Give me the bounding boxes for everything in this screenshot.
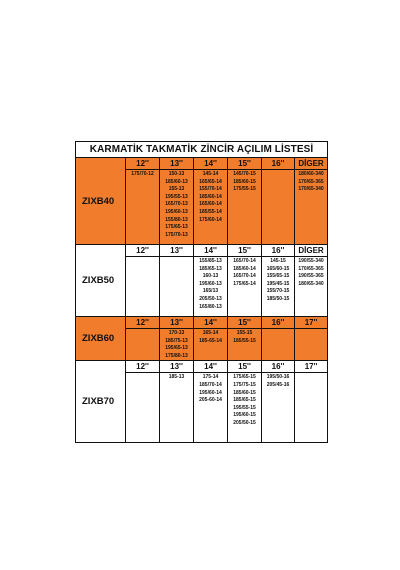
tire-size: 165/80-13 [199, 303, 222, 310]
size-cell [295, 329, 328, 361]
size-cell [160, 170, 194, 245]
tire-size: 175/75-15 [233, 381, 256, 388]
tire-size: 145-14 [202, 171, 219, 177]
tire-size: 165-14 [202, 330, 219, 336]
tire-size: 175/65-13 [165, 224, 188, 231]
size-header: 12'' [126, 245, 160, 257]
tire-size: 170/65-365 [298, 178, 324, 185]
tire-size: 155/65-15 [266, 273, 290, 280]
size-cell [295, 257, 328, 317]
tire-size: 150-13 [168, 171, 185, 177]
tire-size: 185/50-15 [266, 295, 290, 302]
tire-size: 185/55-15 [233, 337, 256, 344]
tire-size: 195/50-16 [266, 374, 290, 381]
size-header: 15'' [228, 317, 262, 329]
size-cell [126, 257, 160, 317]
tire-size: 185/55-14 [199, 208, 222, 215]
section-header-row [76, 158, 328, 170]
size-header: 17'' [295, 361, 328, 373]
tire-size: 195/60-13 [199, 280, 222, 287]
size-cell [126, 170, 160, 245]
section-header-row [76, 245, 328, 257]
size-cell [160, 257, 194, 317]
tire-size: 195/60-13 [165, 208, 188, 215]
tire-size: 175/65-14 [233, 280, 256, 287]
size-cell [126, 329, 160, 361]
tire-size: 195/60-14 [199, 389, 222, 396]
size-header: 12'' [126, 361, 160, 373]
size-cell [228, 329, 262, 361]
chain-size-table [75, 141, 328, 443]
size-header: 13'' [160, 245, 194, 257]
chain-size-sheet [75, 141, 327, 443]
size-cell [262, 329, 295, 361]
size-header: 14'' [194, 361, 228, 373]
tire-size: 175/65-15 [233, 374, 256, 381]
tire-size: 185/60-14 [233, 265, 256, 272]
size-header: 12'' [126, 317, 160, 329]
tire-size: 185-13 [168, 374, 185, 381]
model-name: ZIXB40 [76, 158, 126, 245]
tire-size: 145-15 [270, 258, 286, 264]
size-cell [228, 257, 262, 317]
tire-size: 185/60-15 [233, 178, 256, 185]
tire-size: 170/65-340 [298, 186, 324, 193]
tire-size: 165/60-15 [266, 265, 290, 272]
size-cell [194, 257, 228, 317]
model-name: ZIXB50 [76, 245, 126, 317]
tire-size: 165/60-14 [199, 201, 222, 208]
tire-size: 175-14 [202, 374, 219, 381]
size-cell [262, 373, 295, 443]
tire-size: 155/70-14 [199, 186, 222, 193]
size-cell [194, 170, 228, 245]
size-header: 16'' [262, 245, 295, 257]
tire-size: 170/65-365 [298, 265, 324, 272]
tire-size: 160-13 [202, 273, 219, 280]
size-cell [126, 373, 160, 443]
size-cell [262, 257, 295, 317]
size-header: DİGER [295, 245, 328, 257]
model-name: ZIXB60 [76, 317, 126, 361]
tire-size: 185/65-13 [199, 265, 222, 272]
tire-size: 155/80-13 [165, 216, 188, 223]
tire-size: 185/65-15 [233, 397, 256, 404]
size-header: 13'' [160, 361, 194, 373]
size-header: 15'' [228, 361, 262, 373]
tire-size: 195/60-15 [233, 412, 256, 419]
tire-size: 155/85-13 [199, 258, 222, 264]
size-cell [262, 170, 295, 245]
tire-size: 155-15 [236, 330, 253, 336]
tire-size: 195/45-15 [266, 280, 290, 287]
size-cell [228, 373, 262, 443]
tire-size: 165/70-14 [233, 273, 256, 280]
tire-size: 175/70-13 [165, 231, 188, 238]
tire-size: 175/55-15 [233, 186, 256, 193]
tire-size: 175/60-14 [199, 216, 222, 223]
size-cell [295, 373, 328, 443]
size-header: 15'' [228, 158, 262, 170]
tire-size: 185/60-13 [165, 178, 188, 185]
tire-size: 175/80-13 [165, 352, 188, 359]
tire-size: 155/70-15 [266, 288, 290, 295]
tire-size: 165/70-13 [165, 201, 188, 208]
size-header: 16'' [262, 158, 295, 170]
tire-size: 145/70-15 [233, 171, 256, 177]
tire-size: 205/50-15 [233, 419, 256, 426]
table-title: KARMATİK TAKMATİK ZİNCİR AÇILIM LİSTESİ [76, 142, 328, 158]
size-header: 13'' [160, 158, 194, 170]
tire-size: 205/50-13 [199, 295, 222, 302]
size-header: 12'' [126, 158, 160, 170]
tire-size: 205-60-14 [199, 397, 222, 404]
size-header: 17'' [295, 317, 328, 329]
size-header: 14'' [194, 245, 228, 257]
size-cell [194, 373, 228, 443]
section-header-row [76, 317, 328, 329]
tire-size: 165/13 [202, 288, 219, 295]
tire-size: 155-13 [168, 186, 185, 193]
tire-size: 185/60-15 [233, 389, 256, 396]
tire-size: 180/60-340 [298, 171, 324, 177]
tire-size: 185/75-13 [165, 337, 188, 344]
size-cell [160, 373, 194, 443]
size-header: 15'' [228, 245, 262, 257]
tire-size: 180/65-340 [298, 280, 324, 287]
size-cell [194, 329, 228, 361]
tire-size: 195/65-13 [165, 345, 188, 352]
size-header: 14'' [194, 317, 228, 329]
section-header-row [76, 361, 328, 373]
tire-size: 195/55-13 [165, 193, 188, 200]
size-header: 16'' [262, 317, 295, 329]
size-cell [228, 170, 262, 245]
tire-size: 185/70-14 [199, 381, 222, 388]
size-header: 14'' [194, 158, 228, 170]
tire-size: 185/60-14 [199, 193, 222, 200]
tire-size: 190/55-340 [298, 258, 324, 264]
size-header: 13'' [160, 317, 194, 329]
model-name: ZIXB70 [76, 361, 126, 443]
size-cell [160, 329, 194, 361]
size-header: DİGER [295, 158, 328, 170]
tire-size: 165/70-14 [233, 258, 256, 264]
tire-size: 195/55-15 [233, 404, 256, 411]
size-header: 16'' [262, 361, 295, 373]
tire-size: 170-13 [168, 330, 185, 336]
tire-size: 165/65-14 [199, 178, 222, 185]
tire-size: 205/45-16 [266, 381, 290, 388]
tire-size: 190/55-365 [298, 273, 324, 280]
tire-size: 185-65-14 [199, 337, 222, 344]
size-cell [295, 170, 328, 245]
tire-size: 175/70-12 [131, 171, 154, 177]
